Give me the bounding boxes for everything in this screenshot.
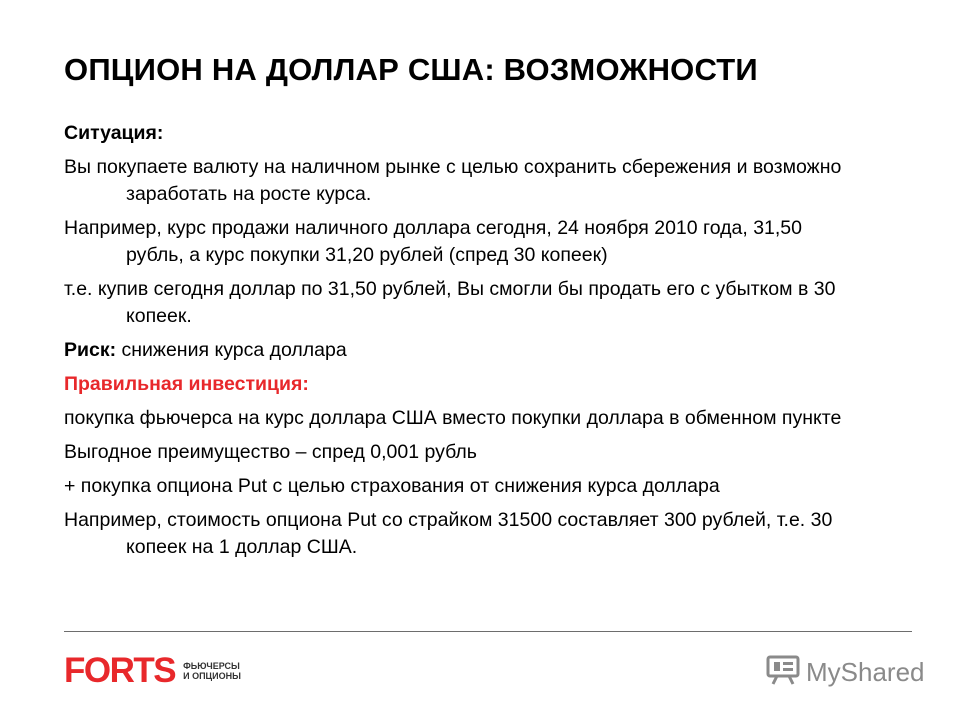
paragraph-rate-example: Например, курс продажи наличного доллара сегодня, 24 ноября 2010 года, 31,50 рубль, а курс покупки 31,20 рублей (спред 30 копеек) bbox=[64, 217, 803, 266]
paragraph-loss: т.е. купив сегодня доллар по 31,50 рублей, Вы смогли бы продать его с убытком в 30 копеек. bbox=[64, 278, 836, 327]
correct-investment-heading: Правильная инвестиция: bbox=[64, 373, 309, 395]
risk-line bbox=[64, 337, 864, 364]
slide-title: ОПЦИОН НА ДОЛЛАР США: ВОЗМОЖНОСТИ bbox=[64, 52, 758, 87]
risk-label: Риск: bbox=[64, 339, 117, 361]
paragraph-option-cost: Например, стоимость опциона Put со страйком 31500 составляет 300 рублей, т.е. 30 копеек на 1 доллар США. bbox=[64, 509, 833, 558]
forts-logo-subtitle bbox=[183, 661, 241, 681]
paragraph-spread: Выгодное преимущество – спред 0,001 рубль bbox=[64, 441, 477, 463]
paragraph-futures: покупка фьючерса на курс доллара США вместо покупки доллара в обменном пункте bbox=[64, 407, 842, 429]
situation-heading: Ситуация: bbox=[64, 122, 164, 144]
forts-sub-line2: И ОПЦИОНЫ bbox=[183, 671, 241, 681]
paragraph-put-option: + покупка опциона Put с целью страхования от снижения курса доллара bbox=[64, 475, 720, 497]
forts-logo-word: FORTS bbox=[64, 651, 176, 690]
forts-logo bbox=[64, 651, 241, 690]
myshared-text: MyShared bbox=[806, 657, 925, 687]
footer-divider bbox=[64, 631, 912, 632]
slide-body bbox=[64, 120, 864, 568]
risk-text: снижения курса доллара bbox=[116, 339, 347, 361]
forts-sub-line1: ФЬЮЧЕРСЫ bbox=[183, 661, 240, 671]
projector-icon bbox=[766, 655, 800, 690]
paragraph-savings: Вы покупаете валюту на наличном рынке с целью сохранить сбережения и возможно заработать на росте курса. bbox=[64, 156, 842, 205]
myshared-watermark bbox=[766, 656, 925, 688]
